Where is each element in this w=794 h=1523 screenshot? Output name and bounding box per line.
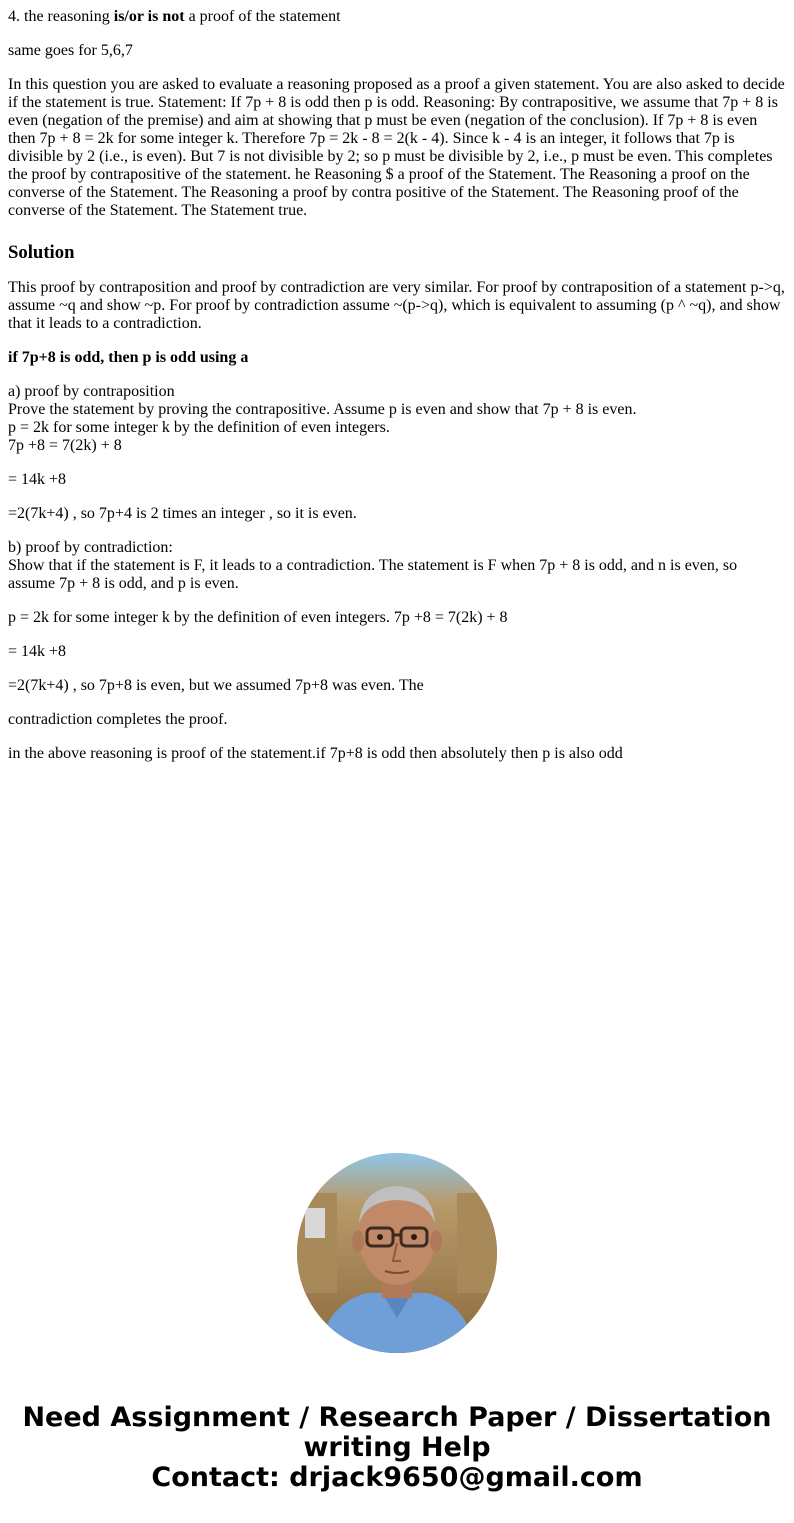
part-b-step-3: contradiction completes the proof. — [8, 711, 228, 728]
footer-line-2: writing Help — [303, 1432, 491, 1463]
part-a-step-1: = 14k +8 — [8, 471, 67, 488]
part-b-line-2: p = 2k for some integer k by the definition of even integers. 7p +8 = 7(2k) + 8 — [8, 609, 508, 626]
document-content — [8, 8, 786, 779]
solution-paragraph: This proof by contraposition and proof by contradiction are very similar. For proof by contraposition of a statement p->q, assume ~q and show ~p. For proof by contradiction assume ~(p->q), which is equivalent to assuming (p ^ ~q), and show that it leads to a contradiction. — [8, 279, 785, 332]
conclusion-text: in the above reasoning is proof of the statement.if 7p+8 is odd then absolutely then p is also odd — [8, 745, 623, 762]
intro-line-2: same goes for 5,6,7 — [8, 42, 133, 59]
footer-line-1: Need Assignment / Research Paper / Dissertation — [22, 1402, 772, 1433]
part-b-step-1: = 14k +8 — [8, 643, 67, 660]
part-b-title: b) proof by contradiction: — [8, 539, 173, 556]
part-a-title: a) proof by contraposition — [8, 383, 175, 400]
part-b-line-1: Show that if the statement is F, it leads to a contradiction. The statement is F when 7p + 8 is odd, and n is even, so assume 7p + 8 is odd, and p is even. — [8, 557, 738, 592]
part-a-line-3: 7p +8 = 7(2k) + 8 — [8, 437, 122, 454]
part-a-block — [8, 383, 786, 455]
part-a-line-1: Prove the statement by proving the contrapositive. Assume p is even and show that 7p + 8 is even. — [8, 401, 637, 418]
author-photo — [297, 1153, 497, 1353]
author-portrait-icon — [297, 1153, 497, 1353]
question-text: In this question you are asked to evaluate a reasoning proposed as a proof a given statement. You are also asked to decide if the statement is true. Statement: If 7p + 8 is odd then p is odd. Reasoning: By contrapositive, we assume that 7p + 8 is even (negation of the premise) and aim at showing that p must be even (negation of the conclusion). If 7p + 8 is even then 7p + 8 = 2k for some integer k. Therefore 7p = 2k - 8 = 2(k - 4). Since k - 4 is an integer, it follows that 7p is divisible by 2 (i.e., is even). But 7 is not divisible by 2; so p must be divisible by 2, i.e., p must be even. This completes the proof by contrapositive of the statement. he Reasoning $ a proof of the Statement. The Reasoning a proof on the converse of the Statement. The Reasoning a proof by contra positive of the Statement. The Reasoning proof of the converse of the Statement. The Statement true. — [8, 76, 785, 219]
solution-heading: Solution — [8, 242, 75, 263]
footer-banner — [0, 1403, 794, 1493]
part-a-line-2: p = 2k for some integer k by the definition of even integers. — [8, 419, 390, 436]
part-b-block — [8, 539, 786, 593]
intro-line-1: 4. the reasoning is/or is not a proof of the statement — [8, 8, 341, 25]
intro-bold-text: is/or is not — [113, 8, 185, 25]
footer-contact: Contact: drjack9650@gmail.com — [151, 1462, 643, 1493]
part-b-step-2: =2(7k+4) , so 7p+8 is even, but we assumed 7p+8 was even. The — [8, 677, 424, 694]
solution-subheading: if 7p+8 is odd, then p is odd using a — [8, 349, 249, 366]
part-a-step-2: =2(7k+4) , so 7p+4 is 2 times an integer , so it is even. — [8, 505, 357, 522]
